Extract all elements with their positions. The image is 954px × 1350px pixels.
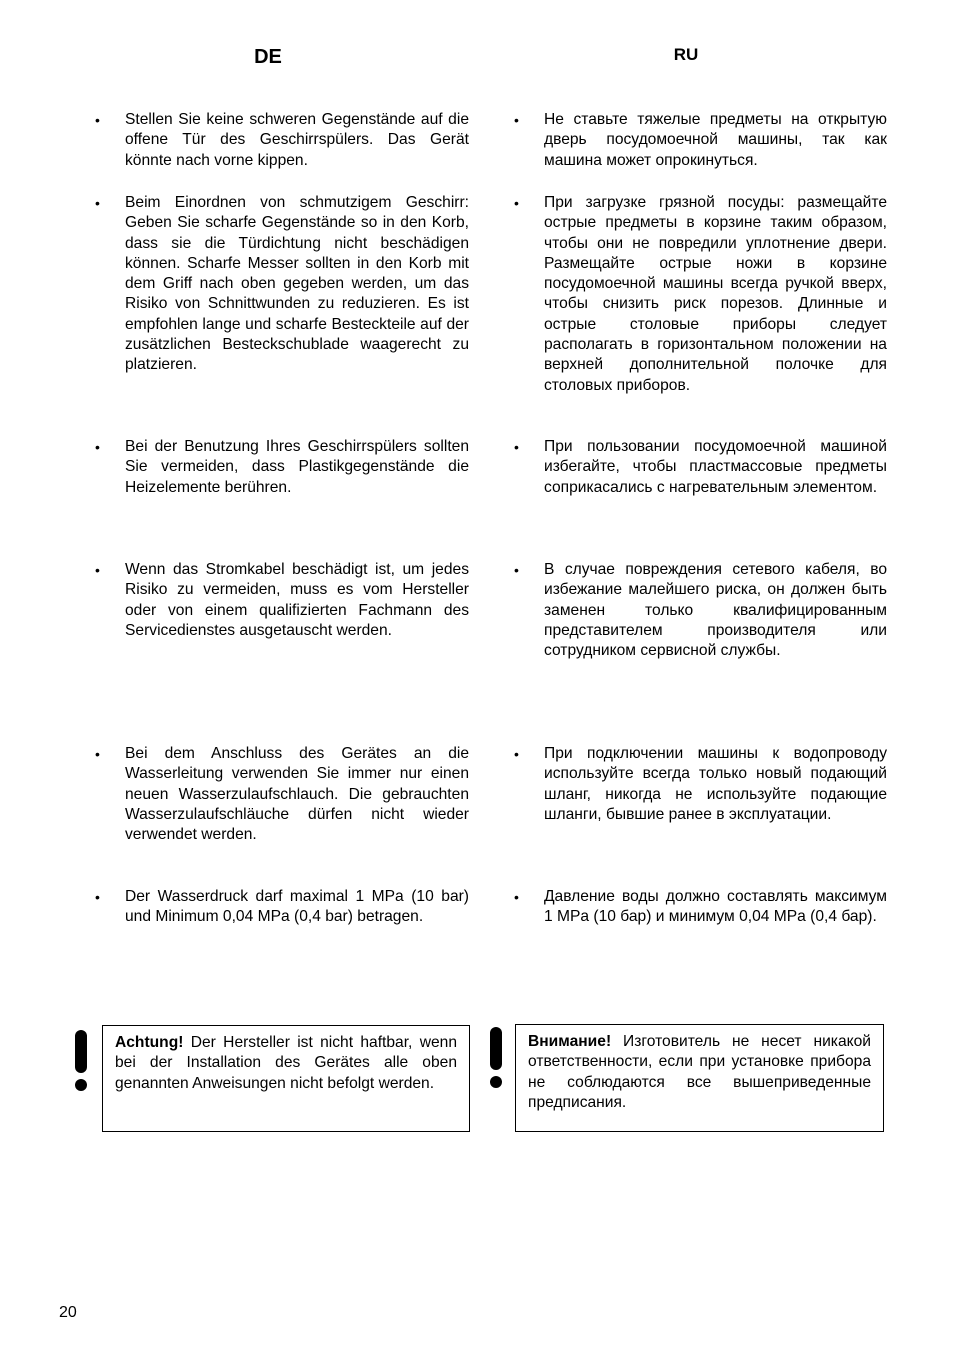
bullet-marker: • (95, 112, 100, 128)
safety-item-de: Bei dem Anschluss des Gerätes an die Wasserleitung verwenden Sie immer nur einen neuen Wasserzulaufschlauch. Die gebrauchten Wasserzulaufschläuche dürfen nicht wieder verwendet werden. (125, 745, 469, 844)
column-header-de: DE (254, 46, 282, 68)
bullet-marker: • (514, 746, 519, 762)
bullet-marker: • (95, 562, 100, 578)
exclamation-icon (490, 1027, 502, 1089)
safety-item-de: Stellen Sie keine schweren Gegenstände auf die offene Tür des Geschirrspülers. Das Gerät könnte nach vorne kippen. (125, 111, 469, 169)
safety-item-ru: Давление воды должно составлять максимум 1 MPa (10 бар) и минимум 0,04 MPa (0,4 бар). (544, 888, 887, 926)
bullet-marker: • (95, 889, 100, 905)
bullet-marker: • (95, 195, 100, 211)
warning-text-ru: Изготовитель не несет никакой ответственности, если при установке прибора не соблюдаются все вышеприведенные предписания. (528, 1033, 871, 1111)
bullet-marker: • (95, 746, 100, 762)
column-header-ru: RU (673, 45, 699, 64)
safety-item-ru: При пользовании посудомоечной машиной избегайте, чтобы пластмассовые предметы соприкасались с нагревательным элементом. (544, 438, 887, 496)
exclamation-icon (75, 1030, 87, 1092)
bullet-marker: • (514, 112, 519, 128)
safety-item-de: Beim Einordnen von schmutzigem Geschirr: Geben Sie scharfe Gegenstände so in den Korb, dass sie die Türdichtung nicht beschädigen können. Scharfe Messer sollten in den Korb mit dem Griff nach oben gegeben werden, um das Risiko von Schnittwunden zu reduzieren. Es ist empfohlen lange und scharfe Besteckteile auf der zusätzlichen Besteckschublade waagerecht zu platzieren. (125, 194, 469, 374)
warning-note-ru (515, 1024, 884, 1132)
page-number: 20 (59, 1304, 77, 1321)
bullet-marker: • (514, 195, 519, 211)
bullet-marker: • (514, 889, 519, 905)
safety-item-de: Wenn das Stromkabel beschädigt ist, um jedes Risiko zu vermeiden, muss es vom Hersteller oder von einem qualifizierten Fachmann des Servicedienstes ausgetauscht werden. (125, 561, 469, 639)
warning-label-de: Achtung! (115, 1034, 184, 1051)
safety-item-ru: Не ставьте тяжелые предметы на открытую дверь посудомоечной машины, так как машина может опрокинуться. (544, 111, 887, 169)
warning-text-de: Der Hersteller ist nicht haftbar, wenn bei der Installation des Gerätes alle oben genannten Anweisungen nicht befolgt werden. (115, 1034, 457, 1092)
safety-item-de: Der Wasserdruck darf maximal 1 MPa (10 bar) und Minimum 0,04 MPa (0,4 bar) betragen. (125, 888, 469, 926)
bullet-marker: • (514, 562, 519, 578)
safety-item-ru: При загрузке грязной посуды: размещайте острые предметы в корзине таким образом, чтобы они не повредили уплотнение двери. Размещайте острые ножи в корзине посудомоечной машины всегда ручкой вверх, чтобы снизить риск порезов. Длинные и острые столовые приборы следует располагать в горизонтальном положении на верхней дополнительной полочке для столовых приборов. (544, 194, 887, 394)
safety-item-ru: При подключении машины к водопроводу используйте всегда только новый подающий шланг, никогда не используйте подающие шланги, бывшие ранее в эксплуатации. (544, 745, 887, 823)
warning-note-de (102, 1025, 470, 1132)
warning-label-ru: Внимание! (528, 1033, 612, 1050)
safety-item-ru: В случае повреждения сетевого кабеля, во избежание малейшего риска, он должен быть заменен только квалифицированным представителем производителя или сотрудником сервисной службы. (544, 561, 887, 660)
bullet-marker: • (514, 439, 519, 455)
bullet-marker: • (95, 439, 100, 455)
safety-item-de: Bei der Benutzung Ihres Geschirrspülers sollten Sie vermeiden, dass Plastikgegenstände die Heizelemente berühren. (125, 438, 469, 496)
